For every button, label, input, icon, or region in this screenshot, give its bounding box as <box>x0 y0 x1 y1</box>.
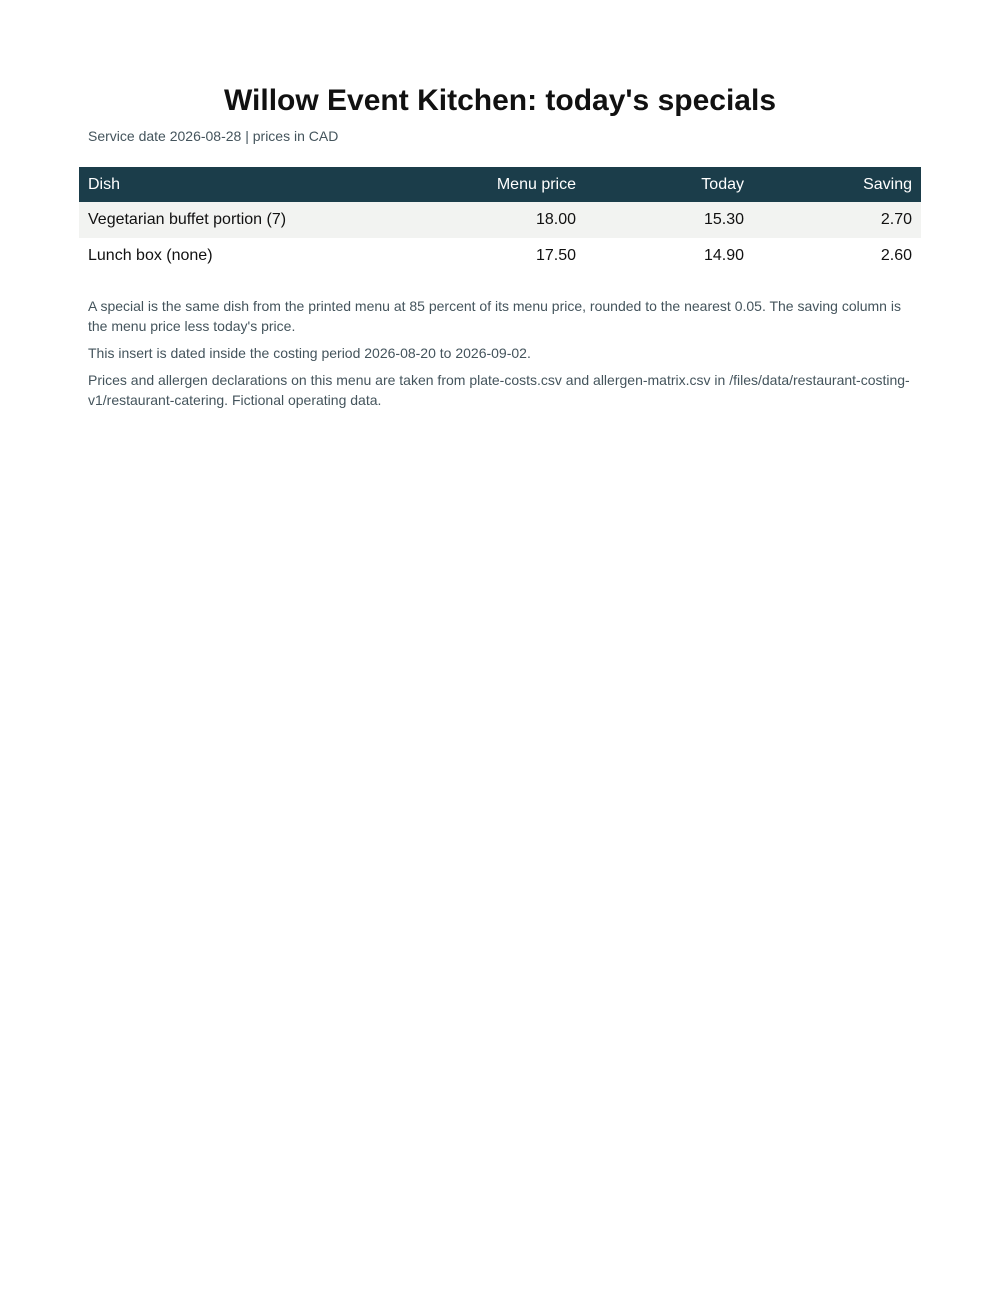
table-row <box>79 238 921 274</box>
dish-cell: Vegetarian buffet portion (7) <box>79 202 417 238</box>
column-header-today: Today <box>585 167 753 202</box>
column-header-dish: Dish <box>79 167 417 202</box>
page-title: Willow Event Kitchen: today's specials <box>224 84 776 117</box>
menu-price-cell: 18.00 <box>417 202 585 238</box>
service-date-subtitle: Service date 2026-08-28 | prices in CAD <box>88 128 339 144</box>
today-price-cell: 15.30 <box>585 202 753 238</box>
today-price-cell: 14.90 <box>703 247 744 264</box>
table-row <box>79 202 921 238</box>
dish-cell: Lunch box (none) <box>88 247 213 264</box>
column-header-saving: Saving <box>753 167 921 202</box>
saving-cell: 2.60 <box>880 247 912 264</box>
menu-price-cell: 17.50 <box>535 247 576 264</box>
table-header-row <box>79 167 921 202</box>
pricing-rule-note: A special is the same dish from the printed menu at 85 percent of its menu price, rounded to the nearest 0.05. The saving column is the menu price less today's price. <box>88 298 901 334</box>
costing-period-note: This insert is dated inside the costing period 2026-08-20 to 2026-09-02. <box>88 345 531 361</box>
data-source-note: Prices and allergen declarations on this menu are taken from plate-costs.csv and allergen-matrix.csv in /files/data/restaurant-costing-v1/restaurant-catering. Fictional operating data. <box>88 372 910 408</box>
notes-section <box>88 296 910 417</box>
specials-table <box>79 167 921 274</box>
saving-cell: 2.70 <box>753 202 921 238</box>
column-header-menu-price: Menu price <box>417 167 585 202</box>
